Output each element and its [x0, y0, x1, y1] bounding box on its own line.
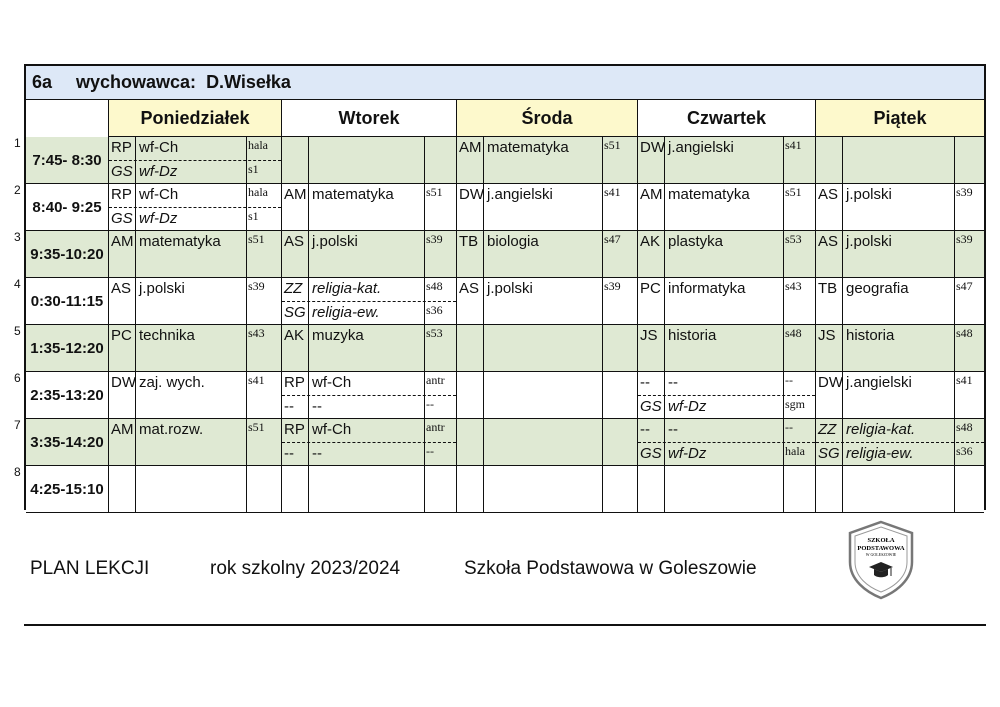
lesson-cell — [108, 419, 281, 466]
teacher-code: AM — [284, 186, 307, 203]
teacher-code: AM — [459, 139, 482, 156]
lesson-entry — [282, 419, 456, 442]
period-time: 0:30-11:15 — [26, 278, 108, 325]
lesson-cell — [456, 231, 637, 278]
room-number: s36 — [426, 303, 443, 317]
subject-name: zaj. wych. — [139, 374, 205, 391]
lesson-cell — [815, 419, 984, 466]
lesson-cell — [456, 466, 637, 513]
teacher-code: AK — [284, 327, 305, 344]
footer-title: PLAN LEKCJI — [30, 558, 150, 579]
subject-name: informatyka — [668, 280, 746, 297]
teacher-code: -- — [284, 398, 294, 415]
lesson-entry — [816, 372, 984, 395]
lesson-entry — [109, 231, 281, 254]
lesson-cell — [456, 137, 637, 184]
subject-name: religia-ew. — [312, 304, 380, 321]
lesson-cell — [815, 137, 984, 184]
lesson-cell — [281, 231, 456, 278]
subject-name: -- — [668, 421, 678, 438]
column-divider — [483, 325, 484, 371]
column-divider — [602, 419, 603, 465]
room-number: s39 — [426, 232, 443, 246]
room-number: s53 — [426, 326, 443, 340]
room-number: s43 — [785, 279, 802, 293]
lesson-cell — [281, 278, 456, 325]
subject-name: religia-ew. — [846, 445, 914, 462]
lesson-entry-split — [282, 442, 456, 465]
subject-name: j.polski — [139, 280, 185, 297]
subject-name: wf-Dz — [139, 210, 178, 227]
room-number: s43 — [248, 326, 265, 340]
lesson-entry — [816, 278, 984, 301]
room-number: -- — [785, 373, 793, 387]
lesson-entry — [638, 184, 815, 207]
lesson-entry-split — [282, 301, 456, 324]
tutor-label: wychowawca: — [76, 72, 197, 92]
column-divider — [783, 466, 784, 512]
subject-name: biologia — [487, 233, 539, 250]
lesson-cell — [108, 372, 281, 419]
footer-school-name: Szkoła Podstawowa w Goleszowie — [464, 558, 757, 579]
room-number: s51 — [604, 138, 621, 152]
teacher-code: AS — [459, 280, 480, 297]
logo-text-3: W GOLESZOWIE — [865, 552, 897, 557]
room-number: s51 — [248, 232, 265, 246]
teacher-code: PC — [111, 327, 132, 344]
period-time: 1:35-12:20 — [26, 325, 108, 372]
subject-name: matematyka — [487, 139, 569, 156]
column-divider — [483, 419, 484, 465]
column-divider — [246, 466, 247, 512]
teacher-code: DW — [111, 374, 136, 391]
lesson-entry — [638, 137, 815, 160]
lesson-cell — [281, 184, 456, 231]
room-number: s39 — [248, 279, 265, 293]
room-number: -- — [426, 397, 434, 411]
period-time: 3:35-14:20 — [26, 419, 108, 466]
room-number: s48 — [426, 279, 443, 293]
lesson-cell — [815, 466, 984, 513]
room-number: s1 — [248, 209, 259, 223]
column-divider — [954, 137, 955, 183]
teacher-code: AS — [284, 233, 305, 250]
column-divider — [424, 137, 425, 183]
room-number: s48 — [956, 326, 973, 340]
teacher-code: TB — [459, 233, 479, 250]
teacher-code: GS — [640, 398, 662, 415]
tutor-line — [76, 72, 291, 93]
lesson-cell — [281, 372, 456, 419]
teacher-code: SG — [284, 304, 306, 321]
teacher-code: AM — [111, 233, 134, 250]
lesson-entry — [816, 231, 984, 254]
teacher-code: TB — [818, 280, 838, 297]
lesson-entry — [457, 184, 637, 207]
teacher-code: AK — [640, 233, 661, 250]
lesson-entry — [282, 325, 456, 348]
lesson-cell — [108, 137, 281, 184]
lesson-entry — [816, 419, 984, 442]
room-number: s41 — [248, 373, 265, 387]
teacher-code: DW — [818, 374, 843, 391]
room-number: s51 — [785, 185, 802, 199]
room-number: antr — [426, 373, 445, 387]
subject-name: j.polski — [487, 280, 533, 297]
lesson-cell — [456, 278, 637, 325]
teacher-code: AS — [818, 233, 839, 250]
subject-name: religia-kat. — [846, 421, 916, 438]
lesson-cell — [637, 278, 815, 325]
period-number: 5 — [14, 324, 21, 338]
lesson-entry — [282, 184, 456, 207]
teacher-code: GS — [640, 445, 662, 462]
teacher-code: PC — [640, 280, 661, 297]
lesson-cell — [281, 466, 456, 513]
lesson-cell — [637, 419, 815, 466]
day-header-friday: Piątek — [815, 100, 984, 137]
lesson-cell — [108, 184, 281, 231]
lesson-cell — [108, 278, 281, 325]
lesson-cell — [281, 419, 456, 466]
lesson-entry — [638, 278, 815, 301]
subject-name: historia — [846, 327, 895, 344]
lesson-entry — [282, 372, 456, 395]
period-number: 7 — [14, 418, 21, 432]
lesson-entry — [109, 325, 281, 348]
subject-name: j.polski — [312, 233, 358, 250]
period-time: 4:25-15:10 — [26, 466, 108, 513]
teacher-code: JS — [818, 327, 836, 344]
lesson-entry — [457, 231, 637, 254]
subject-name: historia — [668, 327, 717, 344]
period-time: 2:35-13:20 — [26, 372, 108, 419]
teacher-code: RP — [111, 186, 132, 203]
teacher-code: AS — [111, 280, 132, 297]
period-number: 6 — [14, 371, 21, 385]
day-header-wednesday: Środa — [456, 100, 637, 137]
lesson-cell — [281, 137, 456, 184]
room-number: s48 — [785, 326, 802, 340]
subject-name: wf-Ch — [139, 186, 179, 203]
teacher-code: AM — [111, 421, 134, 438]
column-divider — [308, 466, 309, 512]
room-number: s36 — [956, 444, 973, 458]
column-divider — [842, 137, 843, 183]
tutor-name: D.Wisełka — [206, 72, 291, 92]
subject-name: muzyka — [312, 327, 364, 344]
lesson-entry — [638, 231, 815, 254]
lesson-cell — [456, 372, 637, 419]
room-number: s41 — [785, 138, 802, 152]
lesson-entry — [816, 184, 984, 207]
lesson-entry — [457, 278, 637, 301]
subject-name: wf-Ch — [312, 421, 352, 438]
teacher-code: -- — [640, 421, 650, 438]
teacher-code: -- — [640, 374, 650, 391]
room-number: s47 — [604, 232, 621, 246]
lesson-entry-split — [638, 442, 815, 465]
subject-name: religia-kat. — [312, 280, 382, 297]
room-number: s41 — [956, 373, 973, 387]
day-header-monday: Poniedziałek — [108, 100, 281, 137]
column-divider — [842, 466, 843, 512]
teacher-code: DW — [640, 139, 665, 156]
column-divider — [954, 466, 955, 512]
lesson-cell — [637, 137, 815, 184]
lesson-cell — [637, 325, 815, 372]
subject-name: j.polski — [846, 186, 892, 203]
lesson-cell — [637, 466, 815, 513]
lesson-cell — [815, 278, 984, 325]
lesson-cell — [456, 325, 637, 372]
lesson-entry — [638, 325, 815, 348]
teacher-code: ZZ — [284, 280, 303, 297]
column-divider — [483, 466, 484, 512]
room-number: s1 — [248, 162, 259, 176]
period-time: 9:35-10:20 — [26, 231, 108, 278]
lesson-cell — [108, 466, 281, 513]
lesson-entry — [638, 372, 815, 395]
subject-name: wf-Dz — [668, 398, 707, 415]
lesson-cell — [815, 372, 984, 419]
lesson-cell — [815, 231, 984, 278]
teacher-code: -- — [284, 445, 294, 462]
room-number: hala — [248, 185, 268, 199]
subject-name: -- — [668, 374, 678, 391]
lesson-cell — [456, 184, 637, 231]
room-number: s39 — [956, 232, 973, 246]
period-time: 8:40- 9:25 — [26, 184, 108, 231]
logo-text-2: PODSTAWOWA — [857, 545, 905, 552]
lesson-cell — [108, 325, 281, 372]
lesson-entry — [282, 231, 456, 254]
lesson-cell — [456, 419, 637, 466]
logo-text-1: SZKOŁA — [867, 537, 895, 544]
lesson-cell — [281, 325, 456, 372]
period-number: 2 — [14, 183, 21, 197]
room-number: s39 — [956, 185, 973, 199]
teacher-code: RP — [111, 139, 132, 156]
teacher-code: AS — [818, 186, 839, 203]
lesson-entry-split — [109, 207, 281, 230]
subject-name: geografia — [846, 280, 909, 297]
lesson-entry — [109, 137, 281, 160]
subject-name: j.polski — [846, 233, 892, 250]
column-divider — [602, 466, 603, 512]
lesson-cell — [637, 372, 815, 419]
column-divider — [664, 466, 665, 512]
column-divider — [483, 372, 484, 418]
room-number: s51 — [426, 185, 443, 199]
timetable — [14, 64, 986, 510]
lesson-entry — [109, 372, 281, 395]
subject-name: matematyka — [668, 186, 750, 203]
lesson-entry — [109, 184, 281, 207]
lesson-entry — [816, 325, 984, 348]
room-number: s41 — [604, 185, 621, 199]
subject-name: wf-Ch — [139, 139, 179, 156]
subject-name: wf-Dz — [668, 445, 707, 462]
lesson-cell — [815, 184, 984, 231]
lesson-entry-split — [282, 395, 456, 418]
subject-name: -- — [312, 445, 322, 462]
school-logo — [848, 520, 914, 600]
subject-name: technika — [139, 327, 195, 344]
teacher-code: GS — [111, 210, 133, 227]
room-number: sgm — [785, 397, 806, 411]
teacher-code: AM — [640, 186, 663, 203]
period-number: 4 — [14, 277, 21, 291]
teacher-code: GS — [111, 163, 133, 180]
room-number: hala — [248, 138, 268, 152]
subject-name: j.angielski — [668, 139, 734, 156]
room-number: -- — [785, 420, 793, 434]
room-number: -- — [426, 444, 434, 458]
lesson-entry — [282, 278, 456, 301]
lesson-cell — [108, 231, 281, 278]
day-header-thursday: Czwartek — [637, 100, 815, 137]
lesson-entry — [109, 278, 281, 301]
footer-school-year: rok szkolny 2023/2024 — [210, 558, 401, 579]
lesson-cell — [815, 325, 984, 372]
room-number: s48 — [956, 420, 973, 434]
teacher-code: RP — [284, 374, 305, 391]
teacher-code: RP — [284, 421, 305, 438]
column-divider — [602, 372, 603, 418]
room-number: s53 — [785, 232, 802, 246]
subject-name: j.angielski — [846, 374, 912, 391]
lesson-entry-split — [109, 160, 281, 183]
lesson-entry — [109, 419, 281, 442]
teacher-code: ZZ — [818, 421, 837, 438]
lesson-cell — [637, 184, 815, 231]
footer-rule — [24, 624, 986, 626]
subject-name: matematyka — [312, 186, 394, 203]
teacher-code: SG — [818, 445, 840, 462]
lesson-entry — [638, 419, 815, 442]
lesson-entry-split — [816, 442, 984, 465]
room-number: s47 — [956, 279, 973, 293]
period-time: 7:45- 8:30 — [26, 137, 108, 184]
lesson-cell — [637, 231, 815, 278]
column-divider — [308, 137, 309, 183]
period-number: 1 — [14, 136, 21, 150]
class-header — [26, 66, 984, 100]
period-number: 8 — [14, 465, 21, 479]
subject-name: -- — [312, 398, 322, 415]
day-header-tuesday: Wtorek — [281, 100, 456, 137]
subject-name: mat.rozw. — [139, 421, 204, 438]
column-divider — [135, 466, 136, 512]
subject-name: plastyka — [668, 233, 724, 250]
teacher-code: DW — [459, 186, 484, 203]
column-divider — [424, 466, 425, 512]
period-number: 3 — [14, 230, 21, 244]
subject-name: j.angielski — [487, 186, 553, 203]
room-number: s51 — [248, 420, 265, 434]
teacher-code: JS — [640, 327, 658, 344]
column-divider — [602, 325, 603, 371]
room-number: hala — [785, 444, 805, 458]
subject-name: wf-Dz — [139, 163, 178, 180]
class-name: 6a — [32, 72, 53, 92]
room-number: s39 — [604, 279, 621, 293]
subject-name: matematyka — [139, 233, 221, 250]
subject-name: wf-Ch — [312, 374, 352, 391]
lesson-entry — [457, 137, 637, 160]
lesson-entry-split — [638, 395, 815, 418]
room-number: antr — [426, 420, 445, 434]
